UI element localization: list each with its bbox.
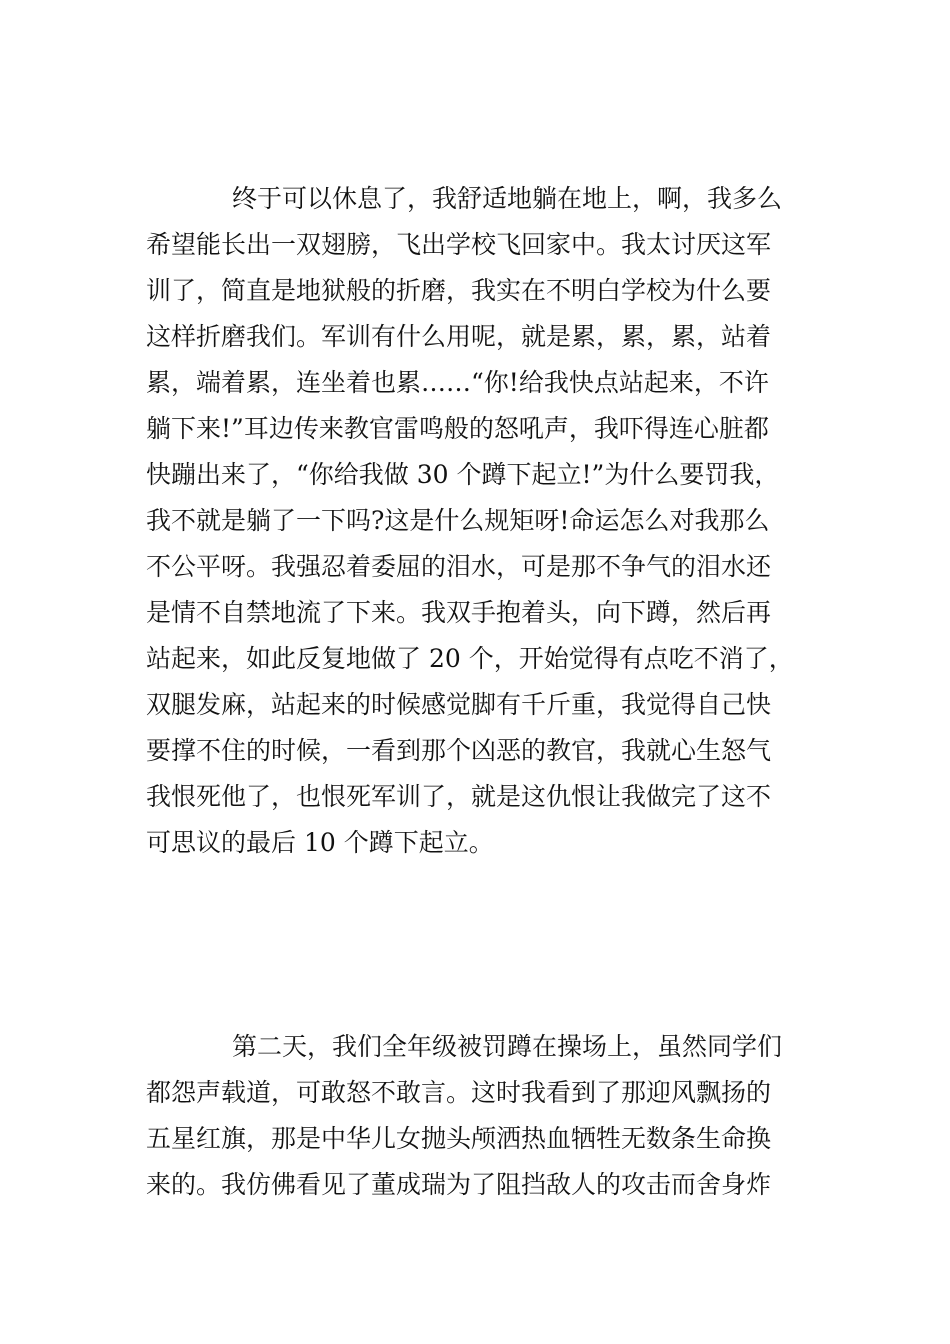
text-line: 五星红旗，那是中华儿女抛头颅洒热血牺牲无数条生命换	[146, 1124, 772, 1153]
text-line: 终于可以休息了，我舒适地躺在地上，啊，我多么	[232, 184, 783, 213]
text-line: 要撑不住的时候，一看到那个凶恶的教官，我就心生怒气	[146, 736, 772, 765]
text-line: 来的。我仿佛看见了董成瑞为了阻挡敌人的攻击而舍身炸	[146, 1170, 772, 1199]
text-line: 快蹦出来了，“你给我做 30 个蹲下起立!”为什么要罚我，	[146, 460, 780, 489]
text-line: 双腿发麻，站起来的时候感觉脚有千斤重，我觉得自己快	[146, 690, 772, 719]
text-line: 这样折磨我们。军训有什么用呢，就是累，累，累，站着	[146, 322, 772, 351]
text-line: 不公平呀。我强忍着委屈的泪水，可是那不争气的泪水还	[146, 552, 772, 581]
text-line: 可思议的最后 10 个蹲下起立。	[146, 828, 494, 857]
text-line: 我不就是躺了一下吗?这是什么规矩呀!命运怎么对我那么	[146, 506, 770, 535]
text-line: 训了，简直是地狱般的折磨，我实在不明白学校为什么要	[146, 276, 772, 305]
paragraph-2	[146, 1024, 806, 1208]
text-line: 第二天，我们全年级被罚蹲在操场上，虽然同学们	[232, 1032, 783, 1061]
text-line: 站起来，如此反复地做了 20 个，开始觉得有点吃不消了，	[146, 644, 794, 673]
text-line: 都怨声载道，可敢怒不敢言。这时我看到了那迎风飘扬的	[146, 1078, 772, 1107]
paragraph-1	[146, 176, 806, 866]
text-line: 我恨死他了，也恨死军训了，就是这仇恨让我做完了这不	[146, 782, 772, 811]
text-line: 是情不自禁地流了下来。我双手抱着头，向下蹲，然后再	[146, 598, 772, 627]
text-line: 希望能长出一双翅膀，飞出学校飞回家中。我太讨厌这军	[146, 230, 772, 259]
text-line: 躺下来!”耳边传来教官雷鸣般的怒吼声，我吓得连心脏都	[146, 414, 769, 443]
text-line: 累，端着累，连坐着也累……“你!给我快点站起来，不许	[146, 368, 769, 397]
